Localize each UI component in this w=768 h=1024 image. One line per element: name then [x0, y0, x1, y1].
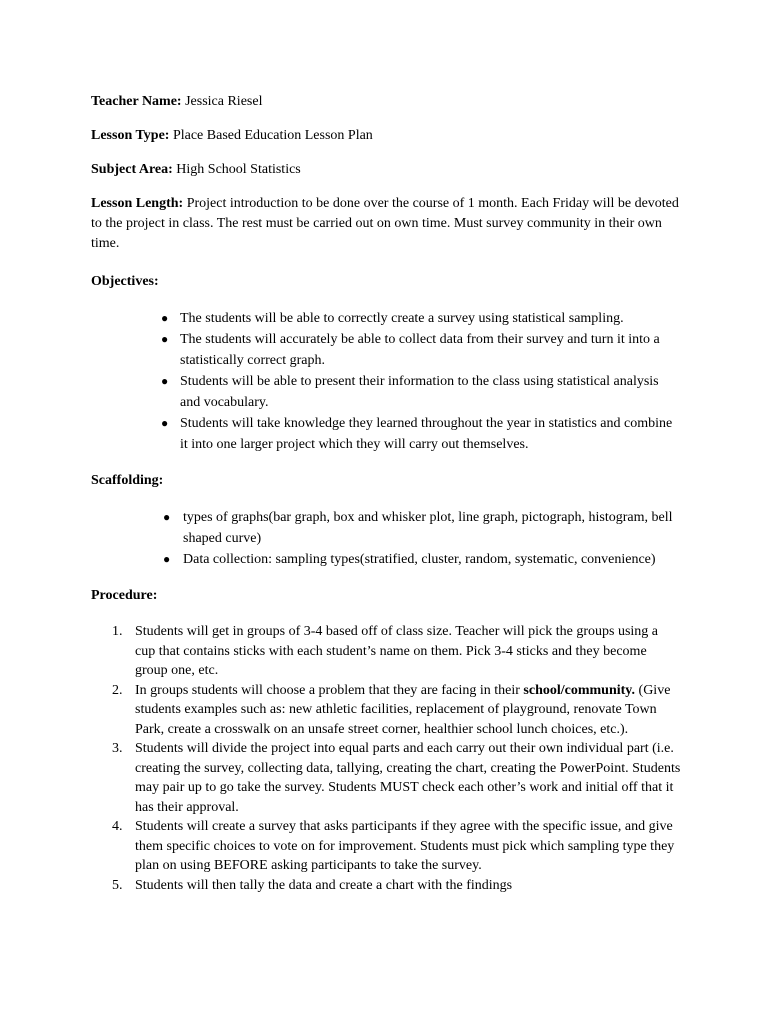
procedure-list	[91, 622, 681, 895]
step-number: 2.	[112, 682, 123, 698]
lesson-type-line	[91, 126, 681, 146]
teacher-name-value: Jessica Riesel	[185, 94, 263, 109]
lesson-type-value: Place Based Education Lesson Plan	[172, 128, 373, 143]
lesson-type-label: Lesson Type:	[91, 128, 170, 143]
procedure-heading: Procedure:	[91, 588, 158, 603]
bullet-icon: ●	[161, 311, 169, 325]
scaffolding-item: ● Data collection: sampling types(stratified, cluster, random, systematic, convenience)	[91, 549, 681, 570]
procedure-step: 3. Students will divide the project into equal parts and each carry out their own individual part (i.e. creating the survey, collecting data, tallying, creating the chart, creating the PowerPoint. Students may pair up to go take the survey. Students MUST check each other’s work and initial off that it has their approval.	[112, 741, 681, 815]
objectives-heading: Objectives:	[91, 274, 159, 289]
procedure-step: 5. Students will then tally the data and create a chart with the findings	[91, 876, 681, 896]
objective-item: ● The students will accurately be able to collect data from their survey and turn it into a statistically correct graph.	[91, 329, 681, 371]
lesson-plan-body	[91, 92, 681, 895]
objectives-list	[91, 308, 681, 455]
bullet-icon: ●	[163, 552, 171, 566]
teacher-name-label: Teacher Name:	[91, 94, 182, 109]
procedure-step: 1. Students will get in groups of 3-4 based off of class size. Teacher will pick the groups using a cup that contains sticks with each student’s name on them. Pick 3-4 sticks and they become group one, etc.	[112, 624, 659, 678]
subject-area-line	[91, 160, 681, 180]
step-number: 3.	[112, 741, 123, 756]
subject-area-value: High School Statistics	[176, 162, 301, 177]
lesson-length-value: Project introduction to be done over the course of 1 month. Each Friday will be devoted to the project in class. The rest must be carried out on own time. Must survey community in their own time.	[91, 196, 679, 251]
lesson-length-label: Lesson Length:	[91, 196, 184, 211]
step-number: 5.	[112, 877, 123, 893]
scaffolding-list	[91, 507, 681, 570]
objective-item: ● Students will be able to present their information to the class using statistical analysis and vocabulary.	[91, 371, 681, 413]
step-number: 4.	[112, 819, 123, 834]
bullet-icon: ●	[161, 374, 169, 388]
scaffolding-heading: Scaffolding:	[91, 473, 164, 488]
procedure-step: 4. Students will create a survey that asks participants if they agree with the specific issue, and give them specific choices to vote on for improvement. Students must pick which sampling type they plan on using BEFORE asking participants to take the survey.	[112, 819, 675, 873]
scaffolding-item: ● types of graphs(bar graph, box and whisker plot, line graph, pictograph, histogram, bell shaped curve)	[91, 507, 681, 549]
teacher-name-line	[91, 92, 681, 112]
lesson-length-paragraph	[91, 194, 681, 254]
bullet-icon: ●	[161, 416, 169, 430]
subject-area-label: Subject Area:	[91, 162, 173, 177]
bullet-icon: ●	[161, 332, 169, 346]
school-community-emphasis: school/community.	[523, 682, 636, 698]
objective-item: ● Students will take knowledge they learned throughout the year in statistics and combine it into one larger project which they will carry out themselves.	[91, 413, 681, 455]
objective-item: ● The students will be able to correctly create a survey using statistical sampling.	[91, 308, 681, 329]
procedure-step: 2. In groups students will choose a problem that they are facing in their school/community. (Give students examples such as: new athletic facilities, replacement of playground, renovate Town Park, create a crosswalk on an unsafe street corner, healthier school lunch choices, etc.).	[112, 682, 671, 737]
step-number: 1.	[112, 624, 123, 639]
bullet-icon: ●	[163, 510, 171, 524]
